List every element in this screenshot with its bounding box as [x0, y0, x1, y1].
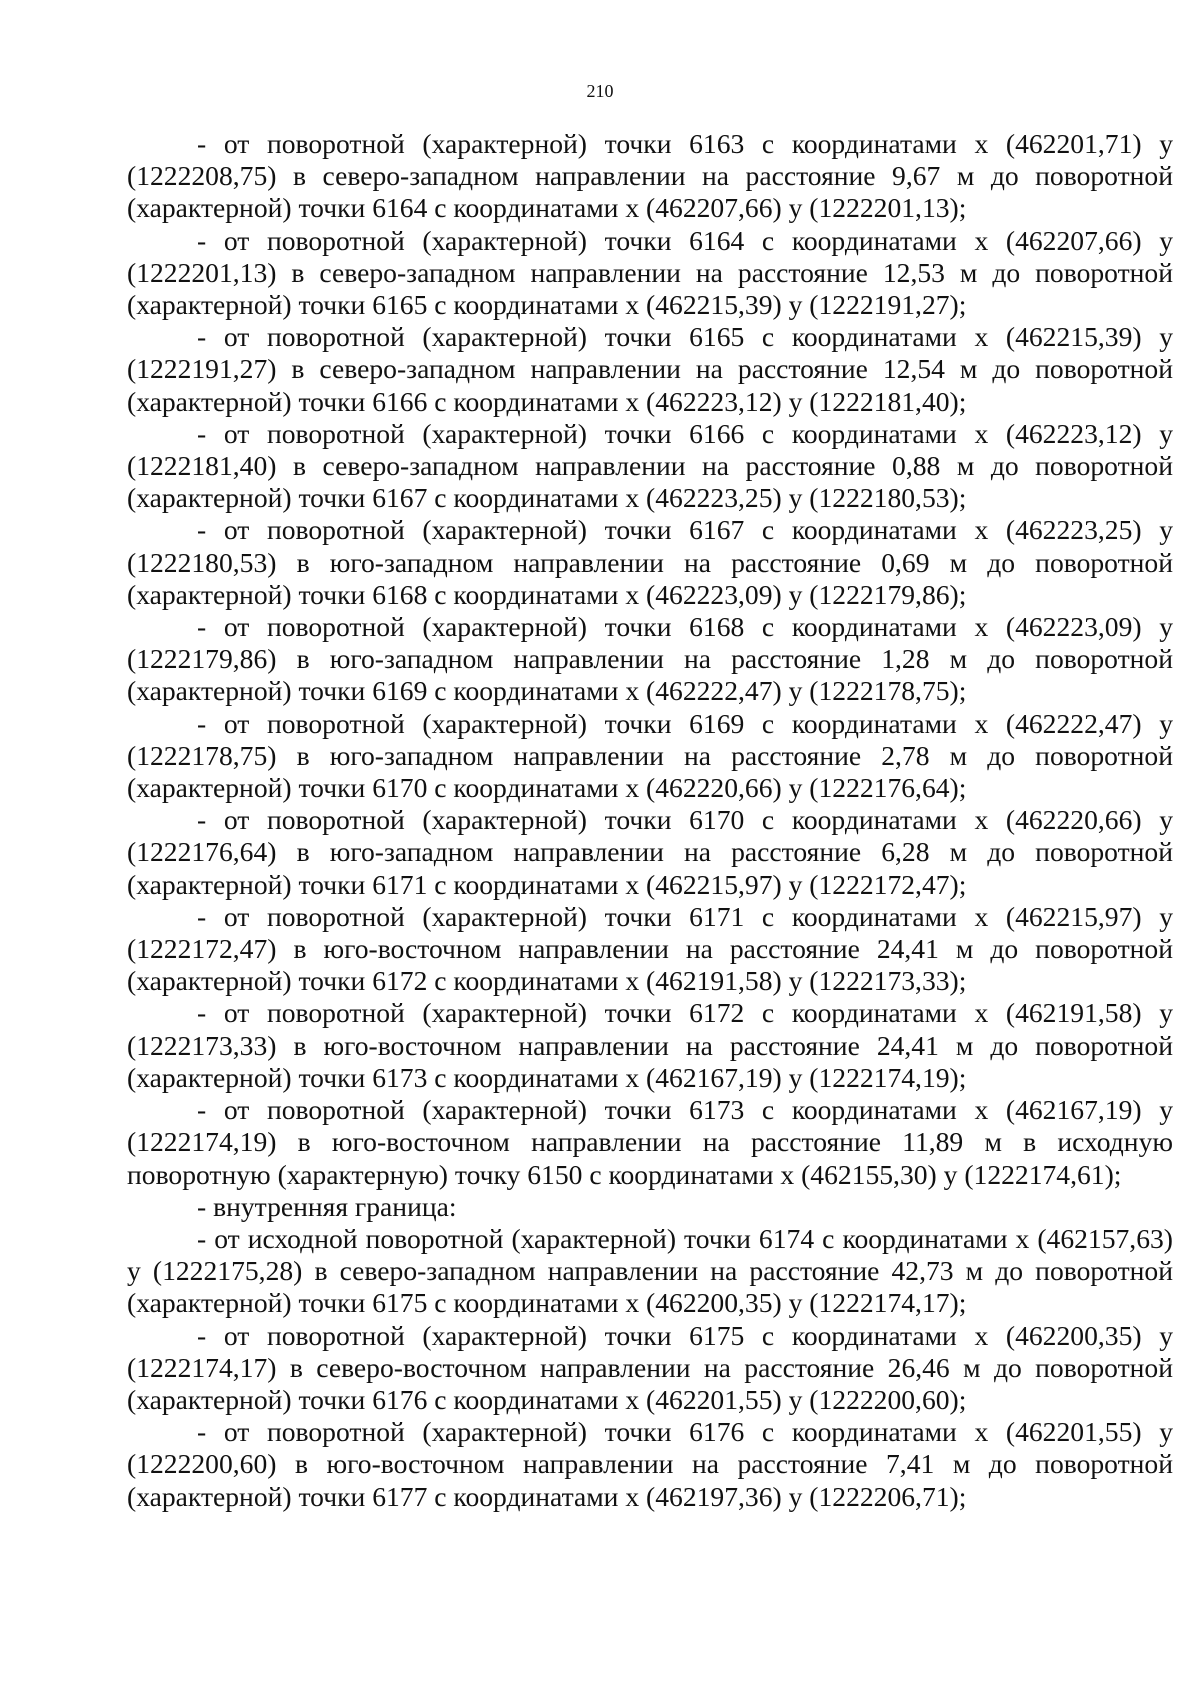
boundary-segment-6169: - от поворотной (характерной) точки 6169 с координатами х (462222,47) у (1222178,75) в юго-западном направлении на расстояние 2,78 м до поворотной (характерной) точки 6170 с координатами х (462220,66) у (1222176,64);: [127, 707, 1173, 804]
boundary-segment-6163: - от поворотной (характерной) точки 6163 с координатами х (462201,71) у (1222208,75) в северо-западном направлении на расстояние 9,67 м до поворотной (характерной) точки 6164 с координатами х (462207,66) у (1222201,13);: [127, 128, 1173, 224]
document-body: [127, 128, 1173, 1513]
boundary-segment-6173: - от поворотной (характерной) точки 6173 с координатами х (462167,19) у (1222174,19) в юго-восточном направлении на расстояние 11,89 м в исходную поворотную (характерную) точку 6150 с координатами х (462155,30) у (1222174,61);: [127, 1094, 1173, 1190]
page-number: 210: [586, 81, 614, 101]
boundary-segment-6165: - от поворотной (характерной) точки 6165 с координатами х (462215,39) у (1222191,27) в северо-западном направлении на расстояние 12,54 м до поворотной (характерной) точки 6166 с координатами х (462223,12) у (1222181,40);: [127, 321, 1173, 417]
boundary-segment-6170: - от поворотной (характерной) точки 6170 с координатами х (462220,66) у (1222176,64) в юго-западном направлении на расстояние 6,28 м до поворотной (характерной) точки 6171 с координатами х (462215,97) у (1222172,47);: [127, 804, 1173, 900]
boundary-segment-6175: - от поворотной (характерной) точки 6175 с координатами х (462200,35) у (1222174,17) в северо-восточном направлении на расстояние 26,46 м до поворотной (характерной) точки 6176 с координатами х (462201,55) у (1222200,60);: [127, 1319, 1173, 1415]
boundary-segment-6164: - от поворотной (характерной) точки 6164 с координатами х (462207,66) у (1222201,13) в северо-западном направлении на расстояние 12,53 м до поворотной (характерной) точки 6165 с координатами х (462215,39) у (1222191,27);: [127, 224, 1173, 321]
boundary-segment-6168: - от поворотной (характерной) точки 6168 с координатами х (462223,09) у (1222179,86) в юго-западном направлении на расстояние 1,28 м до поворотной (характерной) точки 6169 с координатами х (462222,47) у (1222178,75);: [127, 611, 1173, 707]
boundary-segment-6167: - от поворотной (характерной) точки 6167 с координатами х (462223,25) у (1222180,53) в юго-западном направлении на расстояние 0,69 м до поворотной (характерной) точки 6168 с координатами х (462223,09) у (1222179,86);: [127, 514, 1173, 610]
boundary-segment-6171: - от поворотной (характерной) точки 6171 с координатами х (462215,97) у (1222172,47) в юго-восточном направлении на расстояние 24,41 м до поворотной (характерной) точки 6172 с координатами х (462191,58) у (1222173,33);: [127, 900, 1173, 997]
inner-boundary-heading: - внутренняя граница:: [197, 1190, 457, 1222]
boundary-segment-6176: - от поворотной (характерной) точки 6176 с координатами х (462201,55) у (1222200,60) в юго-восточном направлении на расстояние 7,41 м до поворотной (характерной) точки 6177 с координатами х (462197,36) у (1222206,71);: [127, 1416, 1173, 1512]
boundary-segment-6166: - от поворотной (характерной) точки 6166 с координатами х (462223,12) у (1222181,40) в северо-западном направлении на расстояние 0,88 м до поворотной (характерной) точки 6167 с координатами х (462223,25) у (1222180,53);: [127, 417, 1173, 514]
boundary-segment-6174: - от исходной поворотной (характерной) точки 6174 с координатами х (462157,63) у (1222175,28) в северо-западном направлении на расстояние 42,73 м до поворотной (характерной) точки 6175 с координатами х (462200,35) у (1222174,17);: [127, 1222, 1173, 1319]
boundary-segment-6172: - от поворотной (характерной) точки 6172 с координатами х (462191,58) у (1222173,33) в юго-восточном направлении на расстояние 24,41 м до поворотной (характерной) точки 6173 с координатами х (462167,19) у (1222174,19);: [127, 997, 1173, 1093]
